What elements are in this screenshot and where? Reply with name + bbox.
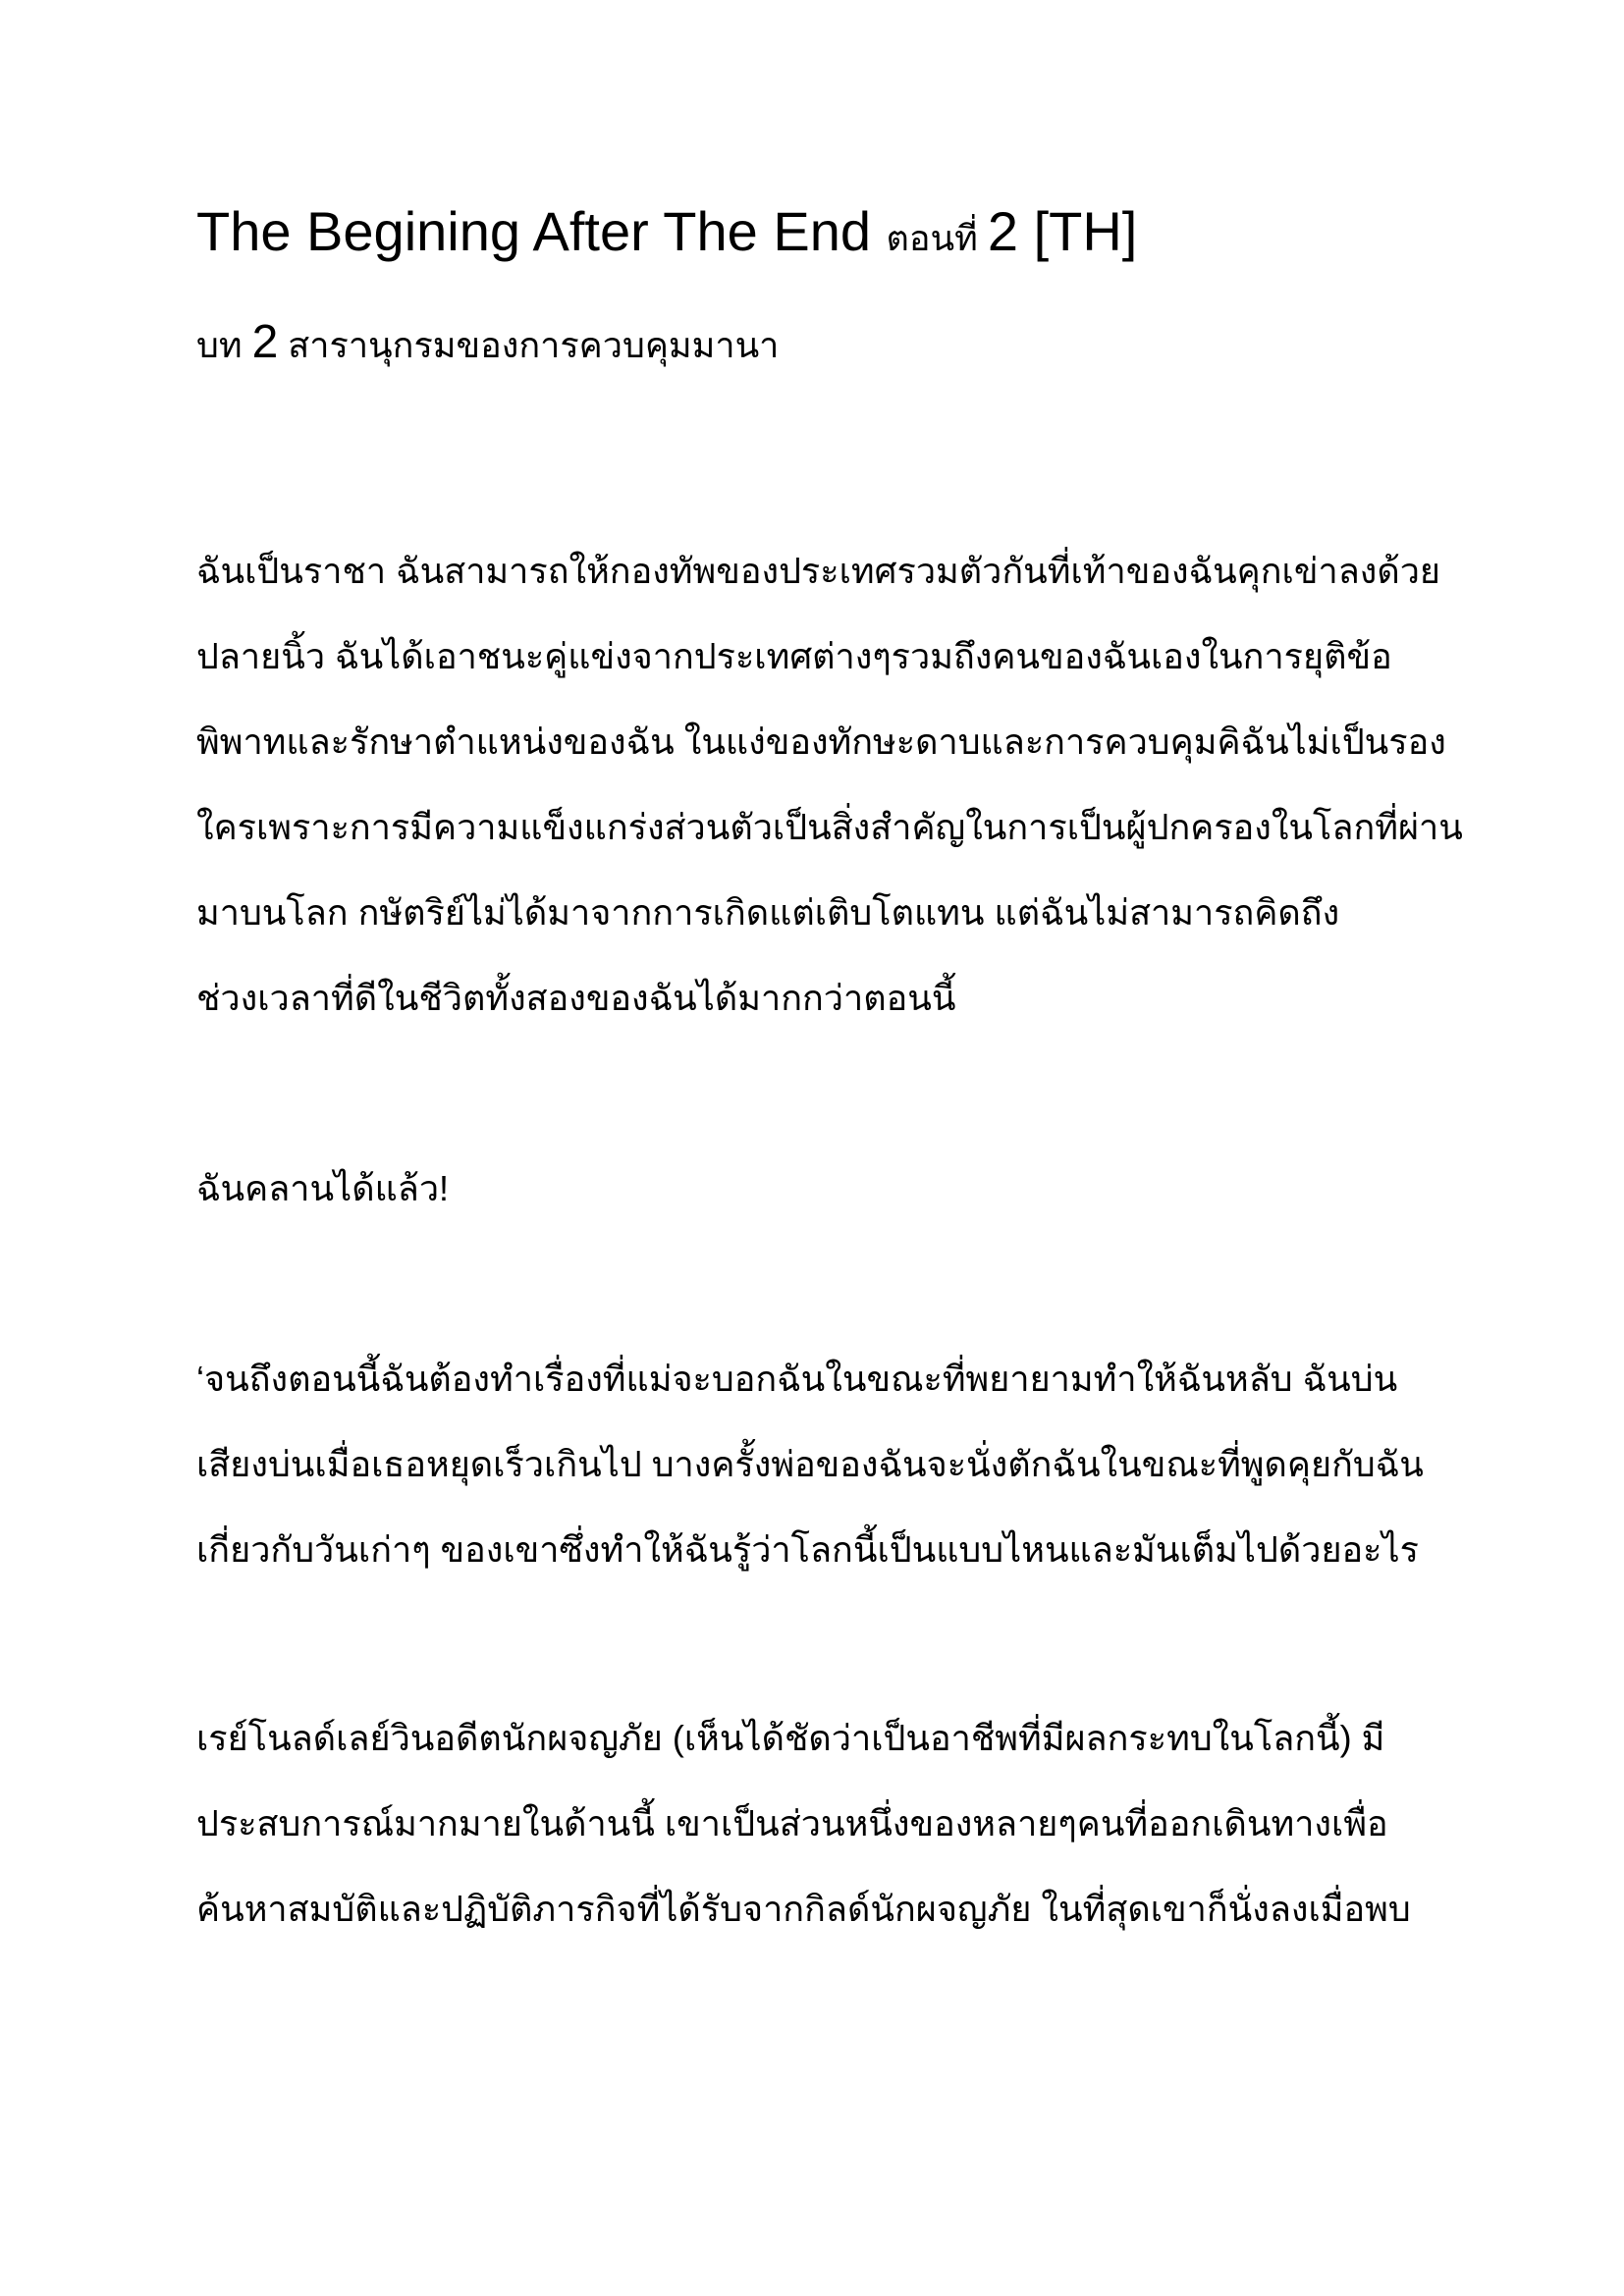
title-thai-episode: ตอนที่ — [886, 218, 988, 258]
paragraph-line: ประสบการณ์มากมายในด้านนี้ เขาเป็นส่วนหนึ่งของหลายๆคนที่ออกเดินทางเพื่อ — [196, 1803, 1388, 1843]
paragraph-line: ค้นหาสมบัติและปฏิบัติภารกิจที่ได้รับจากกิลด์นักผจญภัย ในที่สุดเขาก็นั่งลงเมื่อพบ — [196, 1889, 1411, 1929]
title-english: The Begining After The End — [196, 200, 887, 262]
paragraph-line: เสียงบ่นเมื่อเธอหยุดเร็วเกินไป บางครั้งพ่อของฉันจะนั่งตักฉันในขณะที่พูดคุยกับฉัน — [196, 1444, 1424, 1484]
paragraph-line: เรย์โนลด์เลย์วินอดีตนักผจญภัย (เห็นได้ชัดว่าเป็นอาชีพที่มีผลกระทบในโลกนี้) มี — [196, 1718, 1385, 1758]
paragraph-4 — [196, 1695, 1443, 1951]
chapter-prefix: บท — [196, 325, 252, 365]
paragraph-line: ‘จนถึงตอนนี้ฉันต้องทำเรื่องที่แม่จะบอกฉันในขณะที่พยายามทำให้ฉันหลับ ฉันบ่น — [196, 1359, 1398, 1399]
paragraph-line: พิพาทและรักษาตำแหน่งของฉัน ในแง่ของทักษะดาบและการควบคุมคิฉันไม่เป็นรอง — [196, 721, 1446, 762]
paragraph-line: เกี่ยวกับวันเก่าๆ ของเขาซึ่งทำให้ฉันรู้ว่าโลกนี้เป็นแบบไหนและมันเต็มไปด้วยอะไร — [196, 1529, 1419, 1570]
paragraph-line: ช่วงเวลาที่ดีในชีวิตทั้งสองของฉันได้มากกว่าตอนนี้ — [196, 978, 956, 1018]
chapter-heading — [196, 313, 1443, 375]
chapter-title: สารานุกรมของการควบคุมมานา — [278, 325, 780, 365]
paragraph-line: ปลายนิ้ว ฉันได้เอาชนะคู่แข่งจากประเทศต่างๆรวมถึงคนของฉันเองในการยุติข้อ — [196, 636, 1392, 676]
title-episode-suffix: 2 [TH] — [987, 200, 1138, 262]
chapter-number: 2 — [251, 316, 279, 368]
paragraph-2 — [196, 1146, 1443, 1231]
paragraph-3 — [196, 1336, 1443, 1592]
paragraph-line: มาบนโลก กษัตริย์ไม่ได้มาจากการเกิดแต่เติบโตแทน แต่ฉันไม่สามารถคิดถึง — [196, 892, 1340, 933]
paragraph-line: ใครเพราะการมีความแข็งแกร่งส่วนตัวเป็นสิ่งสำคัญในการเป็นผู้ปกครองในโลกที่ผ่าน — [196, 807, 1463, 847]
document-title — [196, 192, 1443, 278]
document-content — [196, 192, 1463, 1951]
paragraph-line: ฉันเป็นราชา ฉันสามารถให้กองทัพของประเทศรวมตัวกันที่เท้าของฉันคุกเข่าลงด้วย — [196, 551, 1441, 591]
paragraph-line: ฉันคลานได้แล้ว! — [196, 1168, 450, 1208]
paragraph-1 — [196, 528, 1463, 1041]
